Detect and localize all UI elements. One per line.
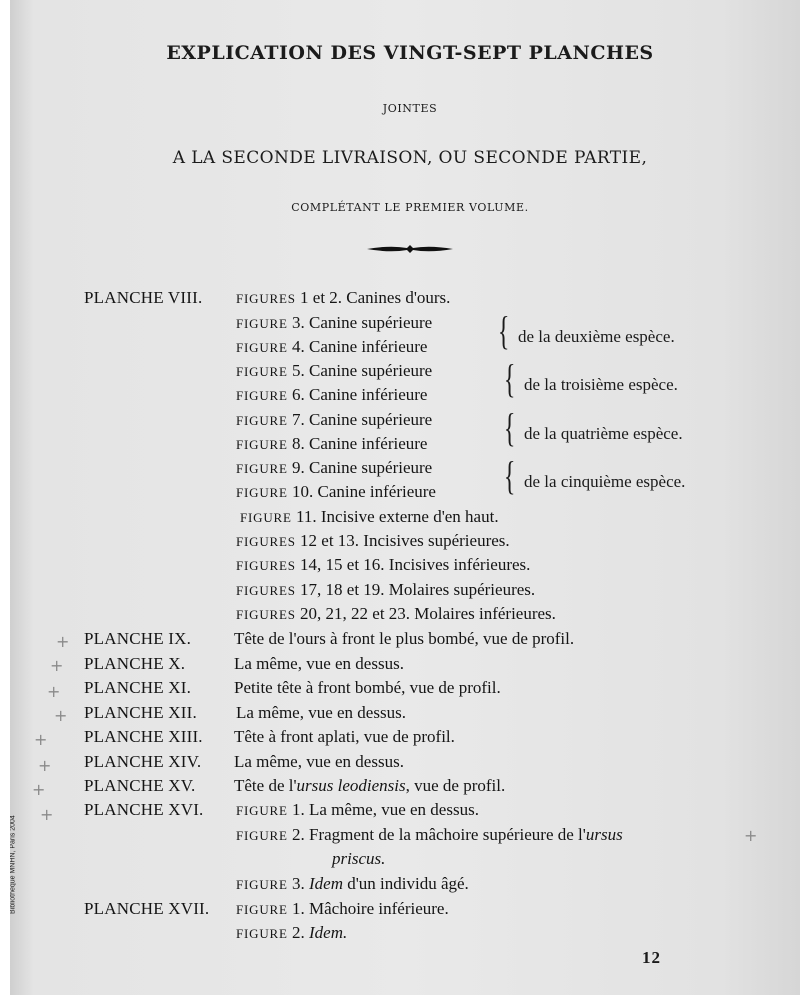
figure-entry: FIGURE 1. Mâchoire inférieure.: [236, 899, 449, 918]
plate-label-x: PLANCHE X.: [84, 654, 186, 673]
plate-label-ix: PLANCHE IX.: [84, 629, 192, 648]
document-page: [10, 0, 800, 995]
pencil-mark: +: [40, 805, 54, 824]
figure-entry: FIGURE 1. La même, vue en dessus.: [236, 800, 479, 819]
species-label: de la troisième espèce.: [524, 375, 678, 394]
plate-description: Tête à front aplati, vue de profil.: [234, 727, 455, 746]
species-label: de la deuxième espèce.: [518, 327, 675, 346]
plate-label-xi: PLANCHE XI.: [84, 678, 192, 697]
figure-entry: FIGURE 3. Canine supérieure: [236, 313, 433, 332]
figure-entry: FIGURE 9. Canine supérieure: [236, 458, 433, 477]
plate-label-xvii: PLANCHE XVII.: [84, 899, 210, 918]
pencil-mark: +: [50, 656, 64, 675]
figure-entry: FIGURE 6. Canine inférieure: [236, 385, 428, 404]
plate-description: Petite tête à front bombé, vue de profil.: [234, 678, 501, 697]
pencil-mark: +: [34, 730, 48, 749]
pencil-mark: +: [54, 706, 68, 725]
figure-entry: FIGURE 11. Incisive externe d'en haut.: [240, 507, 499, 526]
figure-entry: FIGURE 2. Fragment de la mâchoire supérieure de l'ursus: [236, 825, 623, 844]
brace-symbol: {: [497, 308, 510, 353]
figure-entry: FIGURES 1 et 2. Canines d'ours.: [236, 288, 451, 307]
figure-entry: FIGURES 14, 15 et 16. Incisives inférieures.: [236, 555, 531, 574]
plate-label-xv: PLANCHE XV.: [84, 776, 196, 795]
figure-entry-continuation: priscus.: [332, 849, 386, 868]
figure-entry: FIGURES 17, 18 et 19. Molaires supérieures.: [236, 580, 536, 599]
pencil-mark: +: [56, 632, 70, 651]
figure-entry: FIGURE 2. Idem.: [236, 923, 348, 942]
section-heading: A LA SECONDE LIVRAISON, OU SECONDE PARTIE,: [172, 148, 648, 168]
species-label: de la cinquième espèce.: [524, 472, 686, 491]
plate-label-viii: PLANCHE VIII.: [84, 288, 203, 307]
page-number: 12: [642, 948, 661, 967]
brace-symbol: {: [503, 356, 516, 401]
figure-entry: FIGURE 5. Canine supérieure: [236, 361, 433, 380]
pencil-mark: +: [38, 756, 52, 775]
figure-entry: FIGURE 8. Canine inférieure: [236, 434, 428, 453]
section-subheading: COMPLÉTANT LE PREMIER VOLUME.: [291, 201, 529, 214]
plate-description: Tête de l'ours à front le plus bombé, vue de profil.: [234, 629, 575, 648]
pencil-mark: +: [32, 780, 46, 799]
pencil-mark: +: [47, 682, 61, 701]
species-label: de la quatrième espèce.: [524, 424, 683, 443]
figure-entry: FIGURE 4. Canine inférieure: [236, 337, 428, 356]
figure-entry: FIGURES 12 et 13. Incisives supérieures.: [236, 531, 510, 550]
plate-label-xiv: PLANCHE XIV.: [84, 752, 202, 771]
figure-entry: FIGURES 20, 21, 22 et 23. Molaires inférieures.: [236, 604, 556, 623]
ornament-divider: [365, 243, 455, 255]
plate-description: La même, vue en dessus.: [234, 654, 404, 673]
plate-description: Tête de l'ursus leodiensis, vue de profil.: [234, 776, 506, 795]
plate-label-xvi: PLANCHE XVI.: [84, 800, 204, 819]
plate-label-xiii: PLANCHE XIII.: [84, 727, 203, 746]
figure-entry: FIGURE 10. Canine inférieure: [236, 482, 436, 501]
library-stamp: Bibliothèque MNHN, Paris 2004: [10, 815, 17, 915]
page-title: EXPLICATION DES VINGT-SEPT PLANCHES: [166, 42, 654, 64]
subtitle: JOINTES: [382, 102, 438, 115]
figure-entry: FIGURE 7. Canine supérieure: [236, 410, 433, 429]
pencil-mark: +: [744, 826, 758, 845]
figure-entry: FIGURE 3. Idem d'un individu âgé.: [236, 874, 469, 893]
plate-description: La même, vue en dessus.: [236, 703, 406, 722]
brace-symbol: {: [503, 405, 516, 450]
plate-label-xii: PLANCHE XII.: [84, 703, 197, 722]
brace-symbol: {: [503, 453, 516, 498]
plate-description: La même, vue en dessus.: [234, 752, 404, 771]
